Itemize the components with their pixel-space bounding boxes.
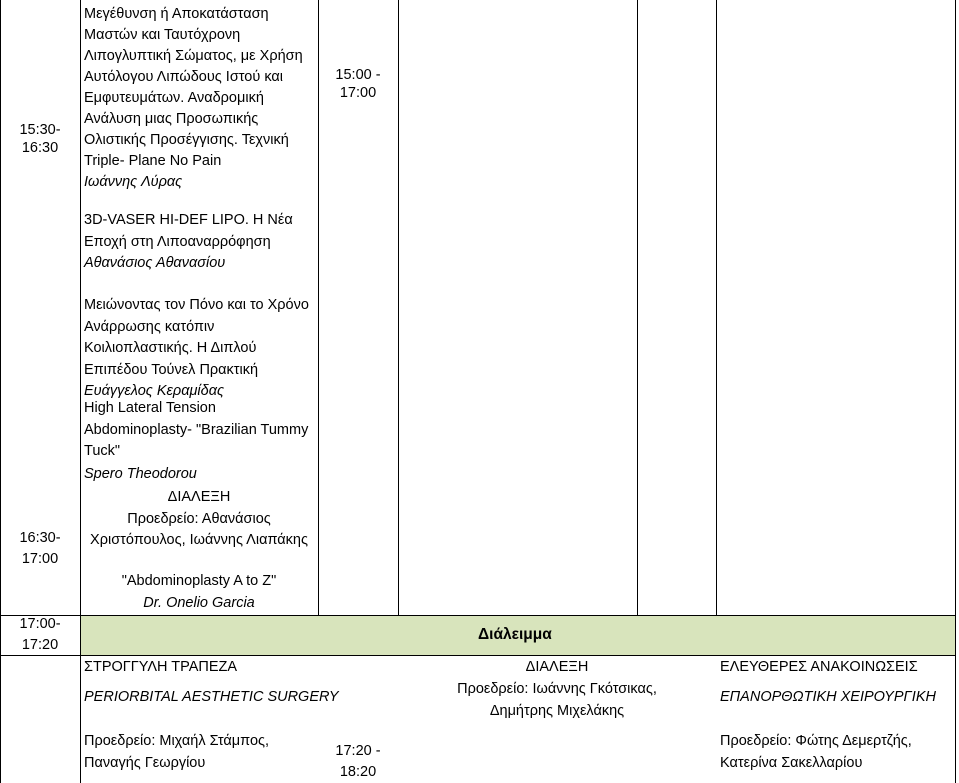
session-time: 16:30- 17:00	[19, 530, 61, 567]
chair-line: Προεδρείο: Μιχαήλ Στάμπος,	[84, 733, 270, 749]
talk-title-line: Ανάλυση μιας Προσωπικής	[84, 111, 259, 127]
lecture-title-text: "Abdominoplasty A to Z"	[121, 573, 277, 589]
chair-line: Κατερίνα Σακελλαρίου	[720, 754, 863, 771]
free-papers-topic: ΕΠΑΝΟΡΘΩΤΙΚΗ ΧΕΙΡΟΥΡΓΙΚΗ	[720, 689, 936, 705]
chair-line: Παναγής Γεωργίου	[84, 754, 206, 771]
lecture-heading: ΔΙΑΛΕΞΗ	[525, 659, 589, 675]
talk-1	[84, 4, 303, 193]
grid-line	[955, 0, 956, 783]
break-time: 17:00- 17:20	[19, 616, 61, 653]
break-label: Διάλειμμα	[478, 626, 552, 643]
chair-line: Χριστόπουλος, Ιωάννης Λιαπάκης	[90, 532, 308, 548]
talk-title-line: Ολιστικής Προσέγγισης. Τεχνική	[84, 132, 289, 148]
speaker-name: Spero Theodorou	[84, 465, 197, 482]
talk-title-line: Εποχή στη Λιποαναρρόφηση	[84, 233, 271, 250]
grid-line	[716, 0, 717, 615]
talk-2	[84, 210, 293, 275]
talk-title-line: Αυτόλογου Λιπώδους Ιστού και	[84, 69, 283, 85]
talk-title-line: Μειώνοντας τον Πόνο και το Χρόνο	[84, 297, 309, 313]
talk-title-line: Μεγέθυνση ή Αποκατάσταση	[84, 6, 269, 22]
speaker-name: Ευάγγελος Κεραμίδας	[84, 383, 225, 399]
round-table-chair	[84, 731, 269, 774]
lecture-chair	[398, 679, 716, 722]
speaker-name: Ιωάννης Λύρας	[84, 174, 183, 190]
grid-line	[80, 0, 81, 783]
chair-line: Προεδρείο: Αθανάσιος	[127, 510, 271, 527]
talk-title-line: Επιπέδου Τούνελ Πρακτική	[84, 361, 259, 378]
talk-title-line: Triple- Plane No Pain	[84, 153, 222, 169]
talk-4	[84, 398, 308, 485]
talk-title-line: High Lateral Tension	[84, 400, 216, 416]
talk-title-line: Λιπογλυπτική Σώματος, με Χρήση	[84, 48, 303, 64]
block-time: 15:00 - 17:00	[335, 67, 381, 101]
talk-title-line: 3D-VASER HI-DEF LIPO. Η Νέα	[84, 212, 293, 228]
chair-line: Δημήτρης Μιχελάκης	[489, 702, 625, 719]
talk-title-line: Κοιλιοπλαστικής. Η Διπλού	[84, 340, 257, 356]
lecture-title	[80, 571, 318, 614]
chair-line: Προεδρείο: Ιωάννης Γκότσικας,	[457, 681, 657, 697]
block-time: 17:20 - 18:20	[335, 743, 381, 780]
chair-line: Προεδρείο: Φώτης Δεμερτζής,	[720, 733, 912, 749]
talk-3	[84, 295, 309, 403]
talk-title-line: Εμφυτευμάτων. Αναδρομική	[84, 90, 264, 106]
speaker-name: Αθανάσιος Αθανασίου	[84, 255, 226, 271]
round-table-heading: ΣΤΡΟΓΓΥΛΗ ΤΡΑΠΕΖΑ	[84, 659, 238, 675]
grid-line	[0, 0, 1, 783]
grid-line	[0, 655, 956, 656]
lecture-label: ΔΙΑΛΕΞΗ	[167, 489, 231, 505]
speaker-name: Dr. Onelio Garcia	[143, 594, 255, 611]
lecture-block	[80, 487, 318, 552]
talk-title-line: Μαστών και Ταυτόχρονη	[84, 27, 241, 43]
talk-title-line: Tuck"	[84, 443, 121, 459]
session-time: 15:30- 16:30	[19, 122, 61, 156]
talk-title-line: Abdominoplasty- "Brazilian Tummy	[84, 421, 309, 438]
grid-line	[398, 0, 399, 615]
grid-line	[0, 615, 956, 616]
talk-title-line: Ανάρρωσης κατόπιν	[84, 318, 215, 335]
round-table-topic: PERIORBITAL AESTHETIC SURGERY	[84, 689, 339, 705]
free-papers-chair	[720, 731, 912, 774]
free-papers-heading: ΕΛΕΥΘΕΡΕΣ ΑΝΑΚΟΙΝΩΣΕΙΣ	[720, 659, 918, 675]
grid-line	[637, 0, 638, 615]
